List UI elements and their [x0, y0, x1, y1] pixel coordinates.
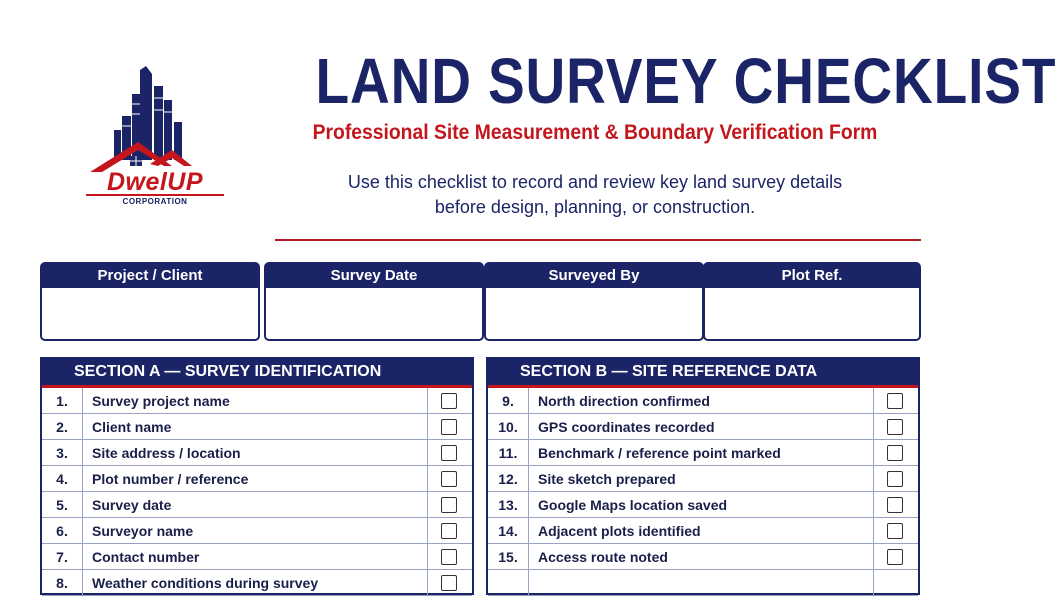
checkbox-cell — [873, 388, 918, 413]
item-number: 15. — [488, 544, 529, 569]
item-label: Client name — [92, 419, 172, 435]
item-label: Adjacent plots identified — [538, 523, 701, 539]
plot-ref-box — [703, 262, 921, 341]
item-checkbox[interactable] — [887, 497, 903, 513]
item-label: Access route noted — [538, 549, 668, 565]
checkbox-cell — [427, 518, 472, 543]
checklist-row — [488, 414, 918, 440]
checkbox-cell — [427, 466, 472, 491]
description-line-2: before design, planning, or construction. — [434, 197, 756, 217]
item-checkbox[interactable] — [887, 393, 903, 409]
checklist-row — [488, 518, 918, 544]
survey-date-label: Survey Date — [266, 264, 482, 288]
item-number: 8. — [42, 570, 83, 595]
item-label: Google Maps location saved — [538, 497, 728, 513]
item-label: Site address / location — [92, 445, 241, 461]
project-client-box — [40, 262, 260, 341]
checkbox-cell — [873, 440, 918, 465]
item-number: 6. — [42, 518, 83, 543]
item-checkbox[interactable] — [887, 419, 903, 435]
item-checkbox[interactable] — [887, 549, 903, 565]
section-b-title: SECTION B — SITE REFERENCE DATA — [488, 359, 918, 388]
checklist-row — [488, 544, 918, 570]
checklist-row — [488, 492, 918, 518]
checkbox-cell — [427, 492, 472, 517]
checklist-row — [42, 466, 472, 492]
item-label: Plot number / reference — [92, 471, 249, 487]
checkbox-cell — [427, 570, 472, 595]
checklist-row — [488, 388, 918, 414]
empty-number-cell — [488, 570, 529, 595]
item-checkbox[interactable] — [441, 445, 457, 461]
project-client-label: Project / Client — [42, 264, 258, 288]
item-label: Weather conditions during survey — [92, 575, 319, 591]
plot-ref-label: Plot Ref. — [705, 264, 919, 288]
item-number: 2. — [42, 414, 83, 439]
item-checkbox[interactable] — [441, 523, 457, 539]
checkbox-cell — [427, 440, 472, 465]
checklist-row — [42, 414, 472, 440]
item-number: 13. — [488, 492, 529, 517]
item-number: 4. — [42, 466, 83, 491]
item-checkbox[interactable] — [441, 575, 457, 591]
item-checkbox[interactable] — [887, 445, 903, 461]
page-description — [300, 170, 890, 220]
checklist-row — [42, 544, 472, 570]
checkbox-cell — [873, 466, 918, 491]
checklist-row — [488, 466, 918, 492]
item-checkbox[interactable] — [441, 419, 457, 435]
surveyed-by-box — [484, 262, 704, 341]
section-b — [486, 357, 920, 595]
checklist-row — [42, 388, 472, 414]
item-label: Site sketch prepared — [538, 471, 676, 487]
item-number: 7. — [42, 544, 83, 569]
checklist-row — [42, 440, 472, 466]
section-a — [40, 357, 474, 595]
item-label: GPS coordinates recorded — [538, 419, 715, 435]
checklist-row — [42, 570, 472, 596]
logo-sub-text: CORPORATION — [122, 197, 188, 206]
checkbox-cell — [873, 544, 918, 569]
logo-brand-text: DwelUP — [106, 168, 204, 196]
survey-date-box — [264, 262, 484, 341]
item-label: Survey date — [92, 497, 172, 513]
empty-checkbox-cell — [873, 570, 918, 595]
checkbox-cell — [873, 518, 918, 543]
checkbox-cell — [873, 492, 918, 517]
page-title: LAND SURVEY CHECKLIST — [315, 45, 1056, 117]
surveyed-by-field[interactable] — [486, 288, 702, 341]
plot-ref-field[interactable] — [705, 288, 919, 341]
page-subtitle: Professional Site Measurement & Boundary Verification Form — [312, 121, 878, 144]
item-label: Contact number — [92, 549, 200, 565]
item-checkbox[interactable] — [441, 497, 457, 513]
header-divider — [275, 239, 921, 241]
checkbox-cell — [427, 414, 472, 439]
item-number: 9. — [488, 388, 529, 413]
item-number: 12. — [488, 466, 529, 491]
item-checkbox[interactable] — [441, 471, 457, 487]
item-label: North direction confirmed — [538, 393, 710, 409]
checkbox-cell — [873, 414, 918, 439]
surveyed-by-label: Surveyed By — [486, 264, 702, 288]
checklist-row — [42, 518, 472, 544]
survey-date-field[interactable] — [266, 288, 482, 341]
checklist-row — [42, 492, 472, 518]
item-checkbox[interactable] — [887, 523, 903, 539]
item-number: 1. — [42, 388, 83, 413]
checkbox-cell — [427, 544, 472, 569]
item-number: 3. — [42, 440, 83, 465]
item-checkbox[interactable] — [441, 549, 457, 565]
item-number: 10. — [488, 414, 529, 439]
item-label: Surveyor name — [92, 523, 194, 539]
item-number: 14. — [488, 518, 529, 543]
project-client-field[interactable] — [42, 288, 258, 341]
item-checkbox[interactable] — [441, 393, 457, 409]
description-line-1: Use this checklist to record and review key land survey details — [347, 172, 843, 192]
section-a-title: SECTION A — SURVEY IDENTIFICATION — [42, 359, 472, 388]
checklist-row — [488, 570, 918, 596]
dwelup-logo — [80, 60, 230, 210]
item-label: Benchmark / reference point marked — [538, 445, 781, 461]
checklist-row — [488, 440, 918, 466]
item-label: Survey project name — [92, 393, 230, 409]
item-checkbox[interactable] — [887, 471, 903, 487]
item-number: 5. — [42, 492, 83, 517]
checkbox-cell — [427, 388, 472, 413]
item-number: 11. — [488, 440, 529, 465]
